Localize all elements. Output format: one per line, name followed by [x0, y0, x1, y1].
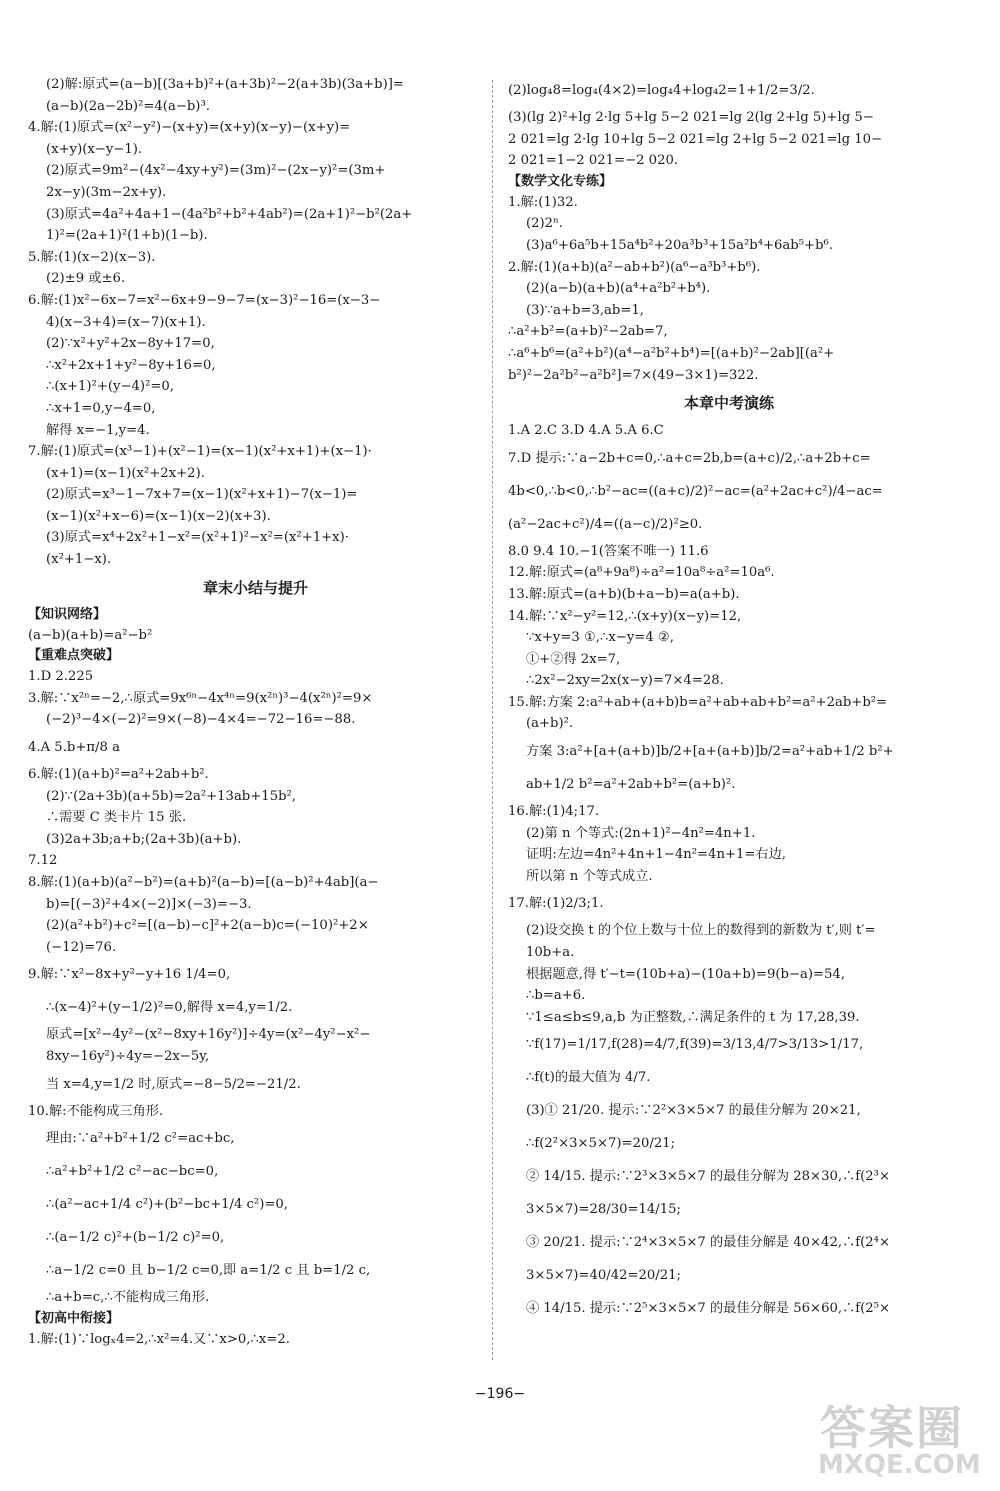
answer-line: ∴(x−4)²+(y−1/2)²=0,解得 x=4,y=1/2. — [46, 1000, 293, 1016]
answer-line: (a−b)(2a−2b)²=4(a−b)³. — [46, 98, 210, 114]
watermark-en: MXQE.COM — [818, 1450, 981, 1480]
answer-line: ∴a⁶+b⁶=(a²+b²)(a⁴−a²b²+b⁴)=[(a+b)²−2ab][(a²+ — [508, 345, 835, 361]
answer-line: 7.12 — [28, 853, 58, 869]
answer-line: 6.解:(1)x²−6x−7=x²−6x+9−9−7=(x−3)²−16=(x−3− — [28, 292, 381, 308]
answer-line: (2)∵(2a+3b)(a+5b)=2a²+13ab+15b², — [46, 788, 297, 804]
answer-line: 证明:左边=4n²+4n+1−4n²=4n+1=右边, — [526, 847, 786, 863]
answer-line: 原式=[x²−4y²−(x²−8xy+16y²)]÷4y=(x²−4y²−x²− — [46, 1027, 371, 1043]
answer-line: ③ 20/21. 提示:∵2⁴×3×5×7 的最佳分解是 40×42,∴f(2⁴× — [526, 1235, 891, 1251]
answer-line: 2 021=lg 2·lg 10+lg 5−2 021=lg 2+lg 5−2 021=lg 10− — [508, 131, 883, 147]
answer-line: (3)2a+3b;a+b;(2a+3b)(a+b). — [46, 831, 242, 847]
answer-line: 4.A 5.b+π/8 a — [28, 740, 120, 756]
page-number: −196− — [474, 1386, 526, 1402]
answer-line: (a+b)². — [526, 716, 574, 732]
answer-line: 1.解:(1)∵logₓ4=2,∴x²=4.又∵x>0,∴x=2. — [28, 1331, 290, 1347]
answer-line: (3)(lg 2)²+lg 2·lg 5+lg 5−2 021=lg 2(lg 2+lg 5)+lg 5− — [508, 110, 874, 125]
answer-line: (2)∵x²+y²+2x−8y+17=0, — [46, 336, 215, 352]
answer-line: (2)原式=x³−1−7x+7=(x−1)(x²+x+1)−7(x−1)= — [46, 487, 358, 503]
answer-line: 3×5×7)=40/42=20/21; — [526, 1268, 681, 1284]
answer-line: 8xy−16y²)÷4y=−2x−5y, — [46, 1048, 210, 1064]
answer-line: (x−1)(x²+x−6)=(x−1)(x−2)(x+3). — [46, 508, 271, 524]
answer-line: 5.解:(1)(x−2)(x−3). — [28, 249, 156, 265]
answer-line: (−12)=76. — [46, 939, 117, 955]
answer-line: (2)(a−b)(a+b)(a⁴+a²b²+b⁴). — [526, 281, 711, 297]
answer-line: (3)原式=4a²+4a+1−(4a²b²+b²+4ab²)=(2a+1)²−b²(2a+ — [46, 206, 413, 222]
answer-line: ∴f(2²×3×5×7)=20/21; — [526, 1136, 676, 1152]
answer-line: ∵1≤a≤b≤9,a,b 为正整数,∴满足条件的 t 为 17,28,39. — [526, 1009, 860, 1025]
answer-line: ∴b=a+6. — [526, 988, 586, 1004]
answer-line: 解得 x=−1,y=4. — [46, 422, 150, 438]
answer-line: (2)设交换 t 的个位上数与十位上的数得到的新数为 t′,则 t′= — [526, 923, 876, 939]
section-title: 章末小结与提升 — [202, 578, 308, 597]
answer-line: 3.解:∵x²ⁿ=−2,∴原式=9x⁶ⁿ−4x⁴ⁿ=9(x²ⁿ)³−4(x²ⁿ)²=9× — [28, 690, 373, 706]
answer-line: ①+②得 2x=7, — [526, 651, 621, 667]
answer-line: 8.0 9.4 10.−1(答案不唯一) 11.6 — [508, 543, 709, 559]
answer-line: ∴f(t)的最大值为 4/7. — [526, 1070, 651, 1086]
answer-line: 1.D 2.225 — [28, 669, 94, 685]
answer-line: (3)原式=x⁴+2x²+1−x²=(x²+1)²−x²=(x²+1+x)· — [46, 530, 349, 546]
answer-line: 10b+a. — [526, 945, 575, 961]
watermark-logo — [800, 1392, 990, 1484]
answer-line: 4)(x−3+4)=(x−7)(x+1). — [46, 314, 206, 330]
watermark-cn: 答案圈 — [820, 1401, 964, 1455]
answer-line: (x+y)(x−y−1). — [46, 141, 143, 157]
answer-line: ∴a²+b²+1/2 c²−ac−bc=0, — [46, 1164, 219, 1180]
answer-line: ∴2x²−2xy=2x(x−y)=7×4=28. — [526, 673, 724, 689]
answer-line: 理由:∵a²+b²+1/2 c²=ac+bc, — [46, 1131, 235, 1147]
answer-line: (2)±9 或±6. — [46, 271, 126, 287]
answer-line: ∴a+b=c,∴不能构成三角形. — [46, 1290, 210, 1306]
subsection-heading: 【数学文化专练】 — [508, 173, 613, 189]
answer-line: 2.解:(1)(a+b)(a²−ab+b²)(a⁶−a³b³+b⁶). — [508, 259, 761, 275]
answer-line: (3)∵a+b=3,ab=1, — [526, 302, 644, 318]
answer-line: ∴a²+b²=(a+b)²−2ab=7, — [508, 324, 668, 340]
answer-line: 7.D 提示:∵a−2b+c=0,∴a+c=2b,b=(a+c)/2,∴a+2b+c= — [508, 450, 871, 466]
answer-line: 12.解:原式=(a⁸+9a⁸)÷a²=10a⁸÷a²=10a⁶. — [508, 565, 775, 581]
answer-line: b²)²−2a²b²−a²b²]=7×(49−3×1)=322. — [508, 367, 759, 383]
answer-line: 1)²=(2a+1)²(1+b)(1−b). — [46, 228, 208, 244]
answer-line: 13.解:原式=(a+b)(b+a−b)=a(a+b). — [508, 586, 740, 602]
column-divider — [492, 80, 493, 1360]
answer-line: b)=[(−3)²+4×(−2)]×(−3)=−3. — [46, 896, 252, 912]
answer-line: 根据题意,得 t′−t=(10b+a)−(10a+b)=9(b−a)=54, — [526, 966, 846, 982]
answer-line: ② 14/15. 提示:∵2³×3×5×7 的最佳分解为 28×30,∴f(2³× — [526, 1169, 891, 1185]
answer-line: ∴(x+1)²+(y−4)²=0, — [46, 379, 174, 395]
answer-line: (3)a⁶+6a⁵b+15a⁴b²+20a³b³+15a²b⁴+6ab⁵+b⁶. — [526, 237, 833, 253]
answer-line: ∴(a−1/2 c)²+(b−1/2 c)²=0, — [46, 1230, 225, 1246]
answer-line: 方案 3:a²+[a+(a+b)]b/2+[a+(a+b)]b/2=a²+ab+1/2 b²+ — [526, 744, 894, 760]
answer-line: ∴a−1/2 c=0 且 b−1/2 c=0,即 a=1/2 c 且 b=1/2 c, — [46, 1263, 371, 1279]
answer-line: (x²+1−x). — [46, 552, 112, 568]
answer-line: (a−b)(a+b)=a²−b² — [28, 627, 153, 643]
left-column — [28, 74, 483, 1350]
answer-line: (2)(a²+b²)+c²=[(a−b)−c]²+2(a−b)c=(−10)²+2× — [46, 918, 369, 934]
answer-line: 1.解:(1)32. — [508, 194, 578, 210]
answer-line: (2)2ⁿ. — [526, 216, 563, 232]
answer-line: (x+1)=(x−1)(x²+2x+2). — [46, 465, 205, 481]
answer-line: 14.解:∵x²−y²=12,∴(x+y)(x−y)=12, — [508, 608, 742, 624]
answer-line: ∴x²+2x+1+y²−8y+16=0, — [46, 357, 216, 373]
answer-line: ab+1/2 b²=a²+2ab+b²=(a+b)². — [526, 777, 736, 793]
answer-line: 15.解:方案 2:a²+ab+(a+b)b=a²+ab+ab+b²=a²+2ab+b²= — [508, 694, 888, 710]
answer-line: 2x−y)(3m−2x+y). — [46, 184, 167, 200]
answer-line: 17.解:(1)2/3;1. — [508, 896, 604, 912]
section-title: 本章中考演练 — [683, 394, 774, 413]
answer-line: (a²−2ac+c²)/4=((a−c)/2)²≥0. — [508, 516, 703, 532]
answer-line: ∵f(17)=1/17,f(28)=4/7,f(39)=3/13,4/7>3/13>1/17, — [526, 1037, 864, 1053]
answer-line: (3)① 21/20. 提示:∵2²×3×5×7 的最佳分解为 20×21, — [526, 1103, 861, 1119]
answer-line: 当 x=4,y=1/2 时,原式=−8−5/2=−21/2. — [46, 1076, 301, 1092]
answer-line: (2)第 n 个等式:(2n+1)²−4n²=4n+1. — [526, 825, 756, 841]
answer-line: ∴(a²−ac+1/4 c²)+(b²−bc+1/4 c²)=0, — [46, 1197, 288, 1213]
answer-line: 6.解:(1)(a+b)²=a²+2ab+b². — [28, 767, 209, 783]
subsection-heading: 【知识网络】 — [28, 606, 107, 622]
answer-line: 3×5×7)=28/30=14/15; — [526, 1202, 681, 1218]
answer-line: (2)解:原式=(a−b)[(3a+b)²+(a+3b)²−2(a+3b)(3a+b)]= — [46, 77, 404, 92]
answer-line: 1.A 2.C 3.D 4.A 5.A 6.C — [508, 423, 664, 439]
answer-line: 9.解:∵x²−8x+y²−y+16 1/4=0, — [28, 967, 231, 983]
answer-line: 16.解:(1)4;17. — [508, 804, 600, 820]
answer-line: (−2)³−4×(−2)²=9×(−8)−4×4=−72−16=−88. — [46, 712, 356, 728]
subsection-heading: 【重难点突破】 — [28, 648, 120, 664]
answer-line: (2)原式=9m²−(4x²−4xy+y²)=(3m)²−(2x−y)²=(3m+ — [46, 163, 386, 179]
answer-line: 2 021=1−2 021=−2 020. — [508, 153, 679, 169]
answer-line: 7.解:(1)原式=(x³−1)+(x²−1)=(x−1)(x²+x+1)+(x−1)· — [28, 444, 372, 460]
answer-line: ∴x+1=0,y−4=0, — [46, 400, 156, 416]
answer-line: 4b<0,∴b<0,∴b²−ac=((a+c)/2)²−ac=(a²+2ac+c²)/4−ac= — [508, 483, 883, 499]
answer-line: 8.解:(1)(a+b)(a²−b²)=(a+b)²(a−b)=[(a−b)²+4ab](a− — [28, 875, 379, 890]
answer-line: 所以第 n 个等式成立. — [526, 868, 653, 884]
right-column — [508, 74, 950, 1325]
answer-line: 10.解:不能构成三角形. — [28, 1103, 164, 1119]
subsection-heading: 【初高中衔接】 — [28, 1310, 120, 1326]
answer-line: (2)log₄8=log₄(4×2)=log₄4+log₄2=1+1/2=3/2. — [508, 83, 815, 98]
answer-line: 4.解:(1)原式=(x²−y²)−(x+y)=(x+y)(x−y)−(x+y)= — [28, 120, 351, 136]
answer-line: ④ 14/15. 提示:∵2⁵×3×5×7 的最佳分解是 56×60,∴f(2⁵× — [526, 1301, 891, 1317]
answer-line: ∵x+y=3 ①,∴x−y=4 ②, — [526, 630, 674, 646]
answer-line: ∴需要 C 类卡片 15 张. — [46, 810, 187, 826]
